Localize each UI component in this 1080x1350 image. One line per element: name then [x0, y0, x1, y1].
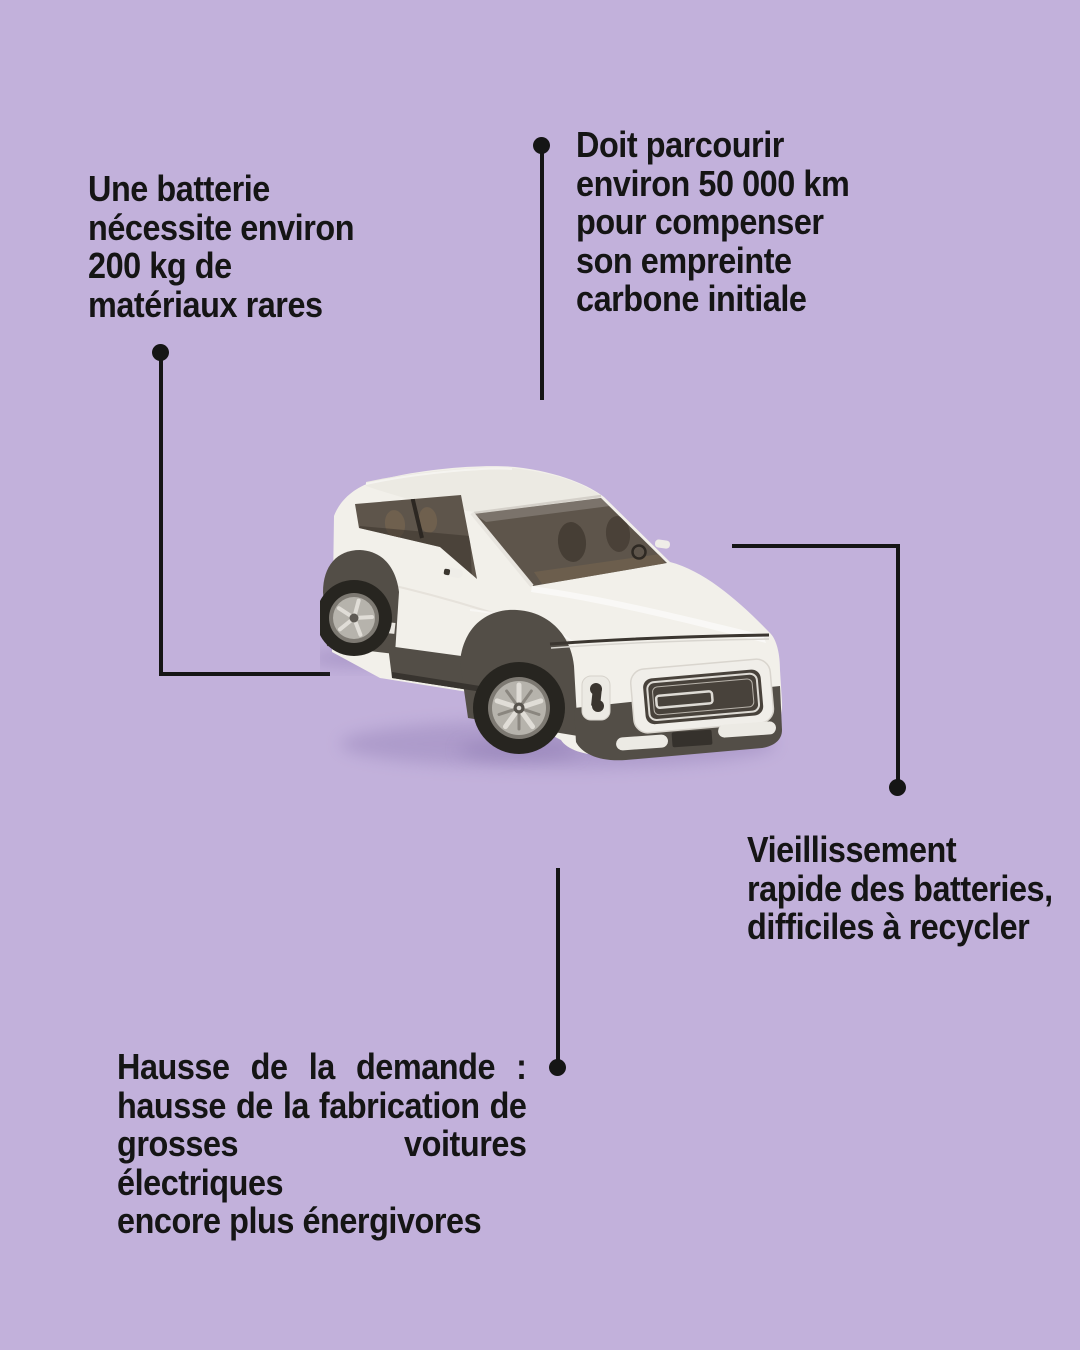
annotation-aging-line-3: difficiles à recycler — [747, 906, 1030, 947]
annotation-battery-line-3: 200 kg de — [88, 245, 232, 286]
annotation-distance-line-1: Doit parcourir — [576, 124, 784, 165]
annotation-aging — [747, 831, 1053, 947]
annotation-distance-line-2: environ 50 000 km — [576, 162, 850, 204]
annotation-distance-line-5: carbone initiale — [576, 278, 807, 319]
connector-line-battery-horizontal — [159, 672, 330, 676]
annotation-demand-line-1: Hausse de la demande : — [117, 1046, 527, 1087]
annotation-demand — [117, 1048, 527, 1241]
car-headlight-left — [582, 676, 610, 720]
connector-dot-aging — [889, 779, 906, 796]
connector-line-demand-vertical — [556, 868, 560, 1067]
annotation-distance-line-3: pour compenser — [576, 201, 824, 242]
annotation-battery-line-4: matériaux rares — [88, 283, 323, 325]
connector-line-distance-vertical — [540, 145, 544, 400]
connector-line-battery-vertical — [159, 352, 163, 676]
connector-dot-demand — [549, 1059, 566, 1076]
annotation-demand-line-2: hausse de la fabrication de — [117, 1084, 527, 1126]
annotation-distance — [576, 126, 849, 319]
annotation-aging-line-2: rapide des batteries, — [747, 867, 1053, 909]
annotation-battery-line-2: nécessite environ — [88, 206, 355, 248]
car-wheel-front — [473, 662, 565, 754]
annotation-battery-line-1: Une batterie — [88, 168, 270, 209]
connector-line-aging-horizontal — [732, 544, 900, 548]
annotation-demand-line-3: grosses voitures électriques — [117, 1123, 527, 1203]
annotation-battery — [88, 170, 354, 324]
car-mirror-right — [655, 539, 671, 549]
annotation-demand-line-4: encore plus énergivores — [117, 1200, 482, 1241]
car-illustration — [320, 440, 800, 790]
annotation-aging-line-1: Vieillissement — [747, 829, 957, 870]
annotation-distance-line-4: son empreinte — [576, 239, 792, 281]
connector-line-aging-vertical — [896, 544, 900, 784]
